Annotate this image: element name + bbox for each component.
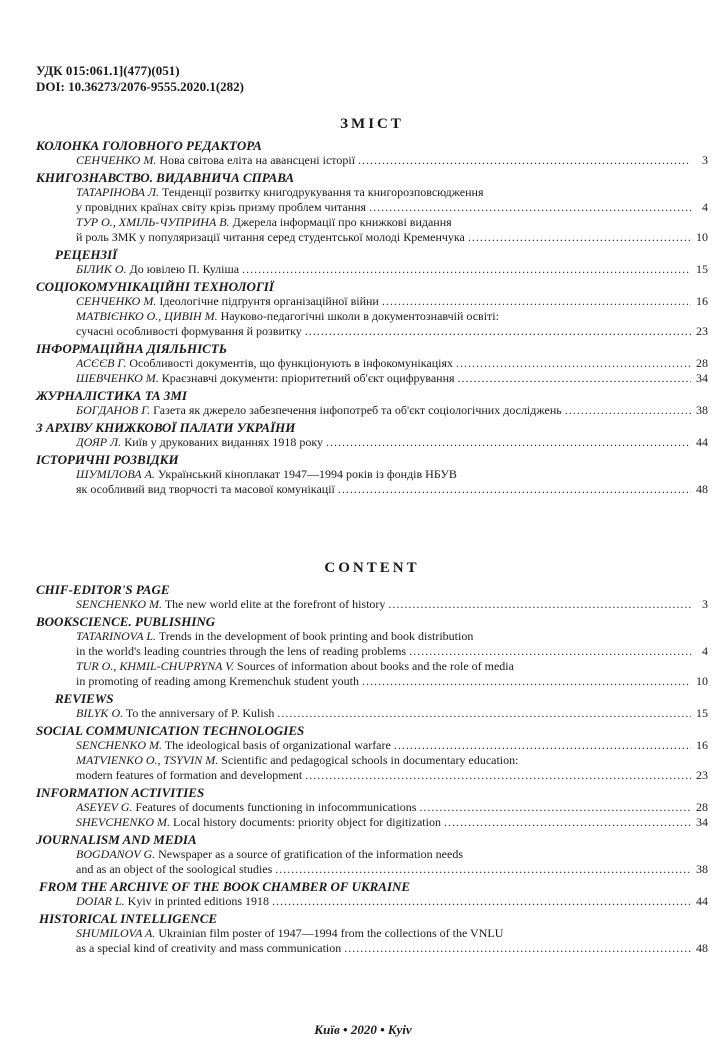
entry-text	[76, 309, 499, 323]
leader-dots	[388, 597, 691, 612]
leader-dots	[272, 894, 691, 909]
entry-title: Нова світова еліта на авансцені історії	[159, 153, 356, 167]
toc-entry	[36, 153, 708, 168]
rubric-title: JOURNALISM AND MEDIA	[36, 832, 197, 847]
entry-text	[76, 894, 269, 909]
entry-title: Газета як джерело забезпечення інфопотреб та об'єкт соціологічних досліджень	[153, 403, 562, 417]
leader-dots	[275, 862, 691, 877]
entry-title: The ideological basis of organizational warfare	[164, 738, 391, 752]
leader-dots	[444, 815, 691, 830]
contents-english	[36, 558, 708, 956]
entry-title: сучасні особливості формування й розвитку	[76, 324, 302, 338]
rubric-title: РЕЦЕНЗІЇ	[55, 247, 118, 262]
entry-author: ШУМІЛОВА А.	[76, 467, 155, 481]
entry-title: Особливості документів, що функціонують в інфокомунікаціях	[129, 356, 453, 370]
entry-author: SHEVCHENKO M.	[76, 815, 170, 829]
page-number: 38	[696, 403, 708, 417]
entry-text	[76, 738, 391, 753]
entry-author: МАТВІЄНКО О., ЦИВІН М.	[76, 309, 218, 323]
entry-line	[76, 371, 708, 386]
entry-line	[76, 847, 708, 862]
entry-text	[76, 294, 379, 309]
entry-line	[76, 768, 708, 783]
page-number: 28	[696, 356, 708, 370]
entry-text	[76, 597, 385, 612]
toc-entry	[36, 894, 708, 909]
entry-line	[76, 230, 708, 245]
contents-ukrainian	[36, 114, 708, 497]
entry-line	[76, 894, 708, 909]
page-number: 44	[696, 894, 708, 908]
leader-dots	[338, 482, 691, 497]
toc-entry	[36, 597, 708, 612]
entry-text	[76, 356, 453, 371]
entry-line	[76, 482, 708, 497]
entry-line	[76, 403, 708, 418]
entry-author: ДОЯР Л.	[76, 435, 122, 449]
page-number: 10	[696, 230, 708, 244]
rubric-title: З АРХІВУ КНИЖКОВОЇ ПАЛАТИ УКРАЇНИ	[36, 420, 296, 435]
page-number: 4	[702, 644, 708, 658]
leader-dots	[565, 403, 691, 418]
entry-title: The new world elite at the forefront of history	[164, 597, 386, 611]
entry-text	[76, 926, 503, 940]
entry-text	[76, 324, 302, 339]
entry-title: й роль ЗМК у популяризації читання серед студентської молоді Кременчука	[76, 230, 465, 244]
entry-author: TUR O., KHMIL-CHUPRYNA V.	[76, 659, 235, 673]
leader-dots	[419, 800, 691, 815]
entry-title: Local history documents: priority object for digitization	[173, 815, 441, 829]
page-number: 15	[696, 706, 708, 720]
entry-text	[76, 847, 463, 861]
toc-entry	[36, 185, 708, 215]
page-number: 23	[696, 768, 708, 782]
rubric-title: ІНФОРМАЦІЙНА ДІЯЛЬНІСТЬ	[36, 341, 228, 356]
doi-code: DOI: 10.36273/2076-9555.2020.1(282)	[36, 79, 244, 94]
entry-author: SENCHENKO M.	[76, 597, 163, 611]
entry-line	[76, 467, 708, 482]
entry-author: BOGDANOV G.	[76, 847, 156, 861]
entry-title: Sources of information about books and the role of media	[237, 659, 514, 673]
leader-dots	[358, 153, 691, 168]
page-number: 48	[696, 941, 708, 955]
leader-dots	[344, 941, 691, 956]
page-number: 16	[696, 738, 708, 752]
entry-title: Київ у друкованих виданнях 1918 року	[124, 435, 324, 449]
entry-title: у провідних країнах світу крізь призму проблем читання	[76, 200, 367, 214]
entry-text	[76, 230, 465, 245]
page-number: 15	[696, 262, 708, 276]
entry-title: in the world's leading countries through the lens of reading problems	[76, 644, 407, 658]
rubric-title: ІСТОРИЧНІ РОЗВІДКИ	[36, 452, 179, 467]
leader-dots	[362, 674, 691, 689]
entry-title: modern features of formation and development	[76, 768, 303, 782]
toc-entry	[36, 659, 708, 689]
leader-dots	[468, 230, 691, 245]
entry-text	[76, 706, 274, 721]
entry-line	[76, 435, 708, 450]
entry-title: Науково-педагогічні школи в документознавчій освіті:	[220, 309, 499, 323]
page-number: 48	[696, 482, 708, 496]
rubric-title: BOOKSCIENCE. PUBLISHING	[36, 614, 216, 629]
entry-author: MATVIENKO O., TSYVIN M.	[76, 753, 219, 767]
entry-line	[76, 862, 708, 877]
entry-text	[76, 371, 455, 386]
leader-dots	[382, 294, 691, 309]
page-number: 4	[702, 200, 708, 214]
page-number: 16	[696, 294, 708, 308]
leader-dots	[305, 324, 691, 339]
entry-author: АСЄЄВ Г.	[76, 356, 127, 370]
toc-entry	[36, 435, 708, 450]
entry-text	[76, 753, 518, 767]
page-number: 34	[696, 815, 708, 829]
entry-author: СЕНЧЕНКО М.	[76, 153, 157, 167]
entry-author: BILYK O.	[76, 706, 124, 720]
entry-line	[76, 309, 708, 324]
entry-title: Newspaper as a source of gratification of the information needs	[158, 847, 463, 861]
page-number: 38	[696, 862, 708, 876]
entry-line	[76, 356, 708, 371]
leader-dots	[369, 200, 691, 215]
entry-text	[76, 659, 514, 673]
entry-line	[76, 926, 708, 941]
contents-heading-ua: ЗМІСТ	[340, 116, 404, 132]
entry-text	[76, 644, 406, 659]
toc-entry	[36, 706, 708, 721]
entry-line	[76, 200, 708, 215]
entry-author: БОГДАНОВ Г.	[76, 403, 151, 417]
page-number: 34	[696, 371, 708, 385]
entry-text	[76, 800, 416, 815]
entry-author: ШЕВЧЕНКО М.	[76, 371, 159, 385]
contents-heading-en: CONTENT	[324, 560, 420, 576]
rubric-title: FROM THE ARCHIVE OF THE BOOK CHAMBER OF UKRAINE	[39, 879, 411, 894]
entry-title: як особливий вид творчості та масової комунікації	[76, 482, 335, 496]
page-footer: Київ • 2020 • Kyiv	[314, 1022, 412, 1037]
toc-entry	[36, 738, 708, 753]
entry-line	[76, 941, 708, 956]
entry-title: Краєзнавчі документи: пріоритетний об'єкт оцифрування	[161, 371, 455, 385]
leader-dots	[394, 738, 691, 753]
entry-title: Джерела інформації про книжкові видання	[232, 215, 452, 229]
leader-dots	[305, 768, 691, 783]
entry-line	[76, 185, 708, 200]
entry-text	[76, 862, 272, 877]
entry-title: Scientific and pedagogical schools in documentary education:	[221, 753, 519, 767]
entry-line	[76, 815, 708, 830]
toc-entry	[36, 309, 708, 339]
entry-text	[76, 262, 239, 277]
entry-text	[76, 629, 473, 643]
entry-line	[76, 294, 708, 309]
entry-text	[76, 200, 366, 215]
toc-entry	[36, 629, 708, 659]
toc-entry	[36, 371, 708, 386]
entry-author: ТАТАРІНОВА Л.	[76, 185, 160, 199]
entry-text	[76, 403, 562, 418]
toc-entry	[36, 215, 708, 245]
entry-title: Ukrainian film poster of 1947—1994 from the collections of the VNLU	[158, 926, 504, 940]
entry-author: DOIAR L.	[76, 894, 125, 908]
page-number: 28	[696, 800, 708, 814]
entry-title: Ідеологічне підґрунтя організаційної війни	[159, 294, 379, 308]
entry-title: До ювілею П. Куліша	[129, 262, 240, 276]
entry-title: Тенденції розвитку книгодрукування та книгорозповсюдження	[162, 185, 484, 199]
entry-text	[76, 815, 441, 830]
entry-title: Kyiv in printed editions 1918	[127, 894, 269, 908]
entry-text	[76, 185, 483, 199]
rubric-title: CHIF-EDITOR'S PAGE	[36, 582, 170, 597]
entry-title: Features of documents functioning in infocommunications	[135, 800, 417, 814]
entry-line	[76, 262, 708, 277]
entry-text	[76, 153, 355, 168]
entry-title: and as an object of the soological studies	[76, 862, 273, 876]
entry-line	[76, 153, 708, 168]
leader-dots	[242, 262, 691, 277]
rubric-title: СОЦІОКОМУНІКАЦІЙНІ ТЕХНОЛОГІЇ	[36, 279, 274, 294]
entry-author: SENCHENKO M.	[76, 738, 163, 752]
toc-entry	[36, 467, 708, 497]
entry-author: ASEYEV G.	[76, 800, 133, 814]
page-number: 44	[696, 435, 708, 449]
entry-title: in promoting of reading among Kremenchuk student youth	[76, 674, 359, 688]
entry-title: as a special kind of creativity and mass communication	[76, 941, 342, 955]
leader-dots	[458, 371, 691, 386]
entry-line	[76, 706, 708, 721]
page-number: 10	[696, 674, 708, 688]
toc-entry	[36, 753, 708, 783]
rubric-title: SOCIAL COMMUNICATION TECHNOLOGIES	[36, 723, 305, 738]
entry-text	[76, 467, 457, 481]
page-number: 23	[696, 324, 708, 338]
entry-title: Trends in the development of book printing and book distribution	[158, 629, 474, 643]
entry-line	[76, 674, 708, 689]
toc-entry	[36, 356, 708, 371]
entry-author: TATARINOVA L.	[76, 629, 157, 643]
entry-text	[76, 941, 341, 956]
entry-line	[76, 629, 708, 644]
rubric-title: КОЛОНКА ГОЛОВНОГО РЕДАКТОРА	[36, 138, 262, 153]
toc-entry	[36, 926, 708, 956]
entry-text	[76, 768, 302, 783]
leader-dots	[326, 435, 691, 450]
entry-text	[76, 215, 452, 229]
toc-entry	[36, 294, 708, 309]
entry-line	[76, 215, 708, 230]
entry-line	[76, 644, 708, 659]
entry-title: Український кіноплакат 1947—1994 років із фондів НБУВ	[157, 467, 457, 481]
toc-entry	[36, 800, 708, 815]
identifier-codes	[36, 63, 244, 95]
entry-text	[76, 674, 359, 689]
entry-line	[76, 738, 708, 753]
page-number: 3	[702, 153, 708, 167]
rubric-title: INFORMATION ACTIVITIES	[36, 785, 205, 800]
toc-entry	[36, 403, 708, 418]
entry-author: БІЛИК О.	[76, 262, 127, 276]
leader-dots	[456, 356, 691, 371]
udk-code: УДК 015:061.1](477)(051)	[36, 63, 180, 78]
entry-line	[76, 753, 708, 768]
page-number: 3	[702, 597, 708, 611]
entry-title: To the anniversary of P. Kulish	[125, 706, 275, 720]
rubric-title: КНИГОЗНАВСТВО. ВИДАВНИЧА СПРАВА	[36, 170, 295, 185]
leader-dots	[277, 706, 691, 721]
toc-entry	[36, 815, 708, 830]
entry-line	[76, 324, 708, 339]
entry-author: SHUMILOVA A.	[76, 926, 156, 940]
entry-author: ТУР О., ХМІЛЬ-ЧУПРИНА В.	[76, 215, 230, 229]
rubric-title: REVIEWS	[55, 691, 114, 706]
entry-line	[76, 597, 708, 612]
entry-line	[76, 659, 708, 674]
leader-dots	[409, 644, 691, 659]
entry-text	[76, 435, 323, 450]
rubric-title: HISTORICAL INTELLIGENCE	[39, 911, 218, 926]
entry-author: СЕНЧЕНКО М.	[76, 294, 157, 308]
toc-entry	[36, 262, 708, 277]
entry-line	[76, 800, 708, 815]
toc-entry	[36, 847, 708, 877]
entry-text	[76, 482, 335, 497]
rubric-title: ЖУРНАЛІСТИКА ТА ЗМІ	[36, 388, 187, 403]
